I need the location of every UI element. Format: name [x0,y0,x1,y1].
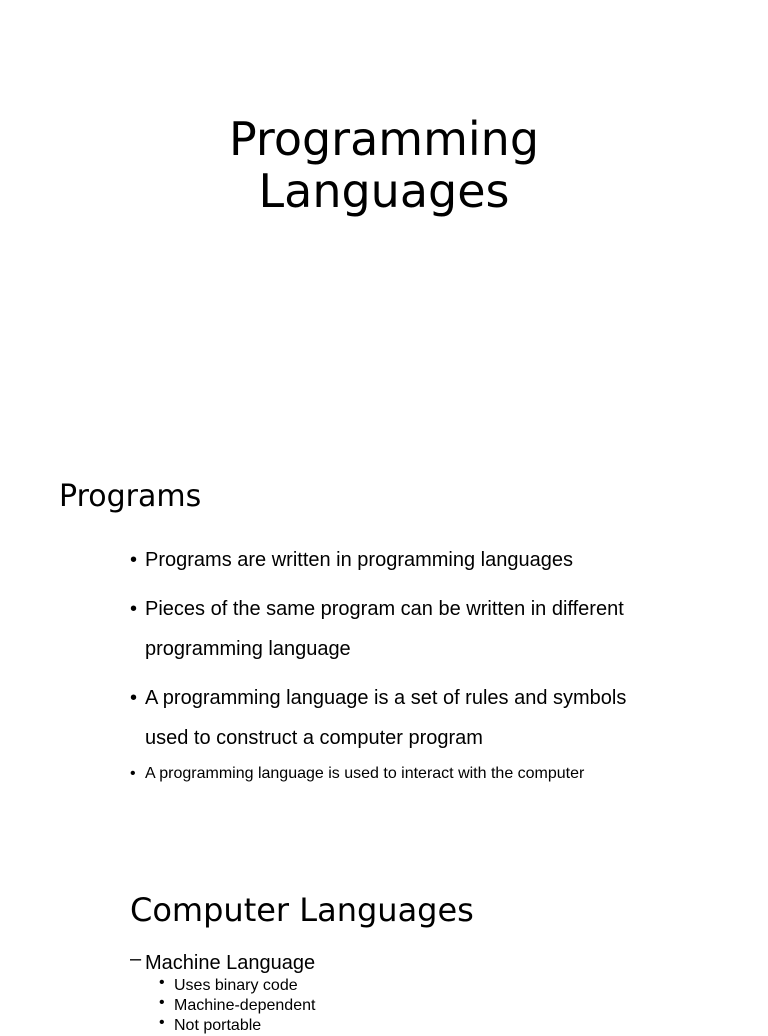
bullet-icon: • [159,994,165,1011]
bullet-icon: • [159,1014,165,1031]
programs-bullet-list [130,540,650,794]
bullet-text: Uses binary code [174,977,298,994]
programs-heading: Programs [59,479,202,514]
bullet-icon: • [130,765,136,782]
bullet-text: Pieces of the same program can be written in different programming language [145,598,624,660]
list-item [130,950,315,1036]
bullet-text: A programming language is used to interact with the computer [145,765,585,782]
list-item [130,540,650,580]
computer-languages-list [130,950,315,1036]
list-item [130,678,650,758]
list-item [159,996,315,1016]
machine-language-sublist [145,976,315,1036]
title-line-2: Languages [258,164,510,218]
computer-languages-heading: Computer Languages [130,891,474,929]
list-item [159,976,315,996]
bullet-icon: • [130,687,138,709]
list-item [130,589,650,669]
bullet-text: Not portable [174,1017,262,1034]
list-item [130,763,650,785]
dash-icon: – [130,948,142,970]
slide-title [0,113,768,217]
bullet-text: A programming language is a set of rules and symbols used to construct a computer program [145,687,627,749]
bullet-icon: • [130,549,138,571]
bullet-text: Machine-dependent [174,997,316,1014]
bullet-text: Programs are written in programming languages [145,549,573,571]
machine-language-label: Machine Language [145,952,316,974]
title-line-1: Programming [228,112,540,166]
bullet-icon: • [159,974,165,991]
list-item [159,1016,315,1036]
bullet-icon: • [130,598,138,620]
